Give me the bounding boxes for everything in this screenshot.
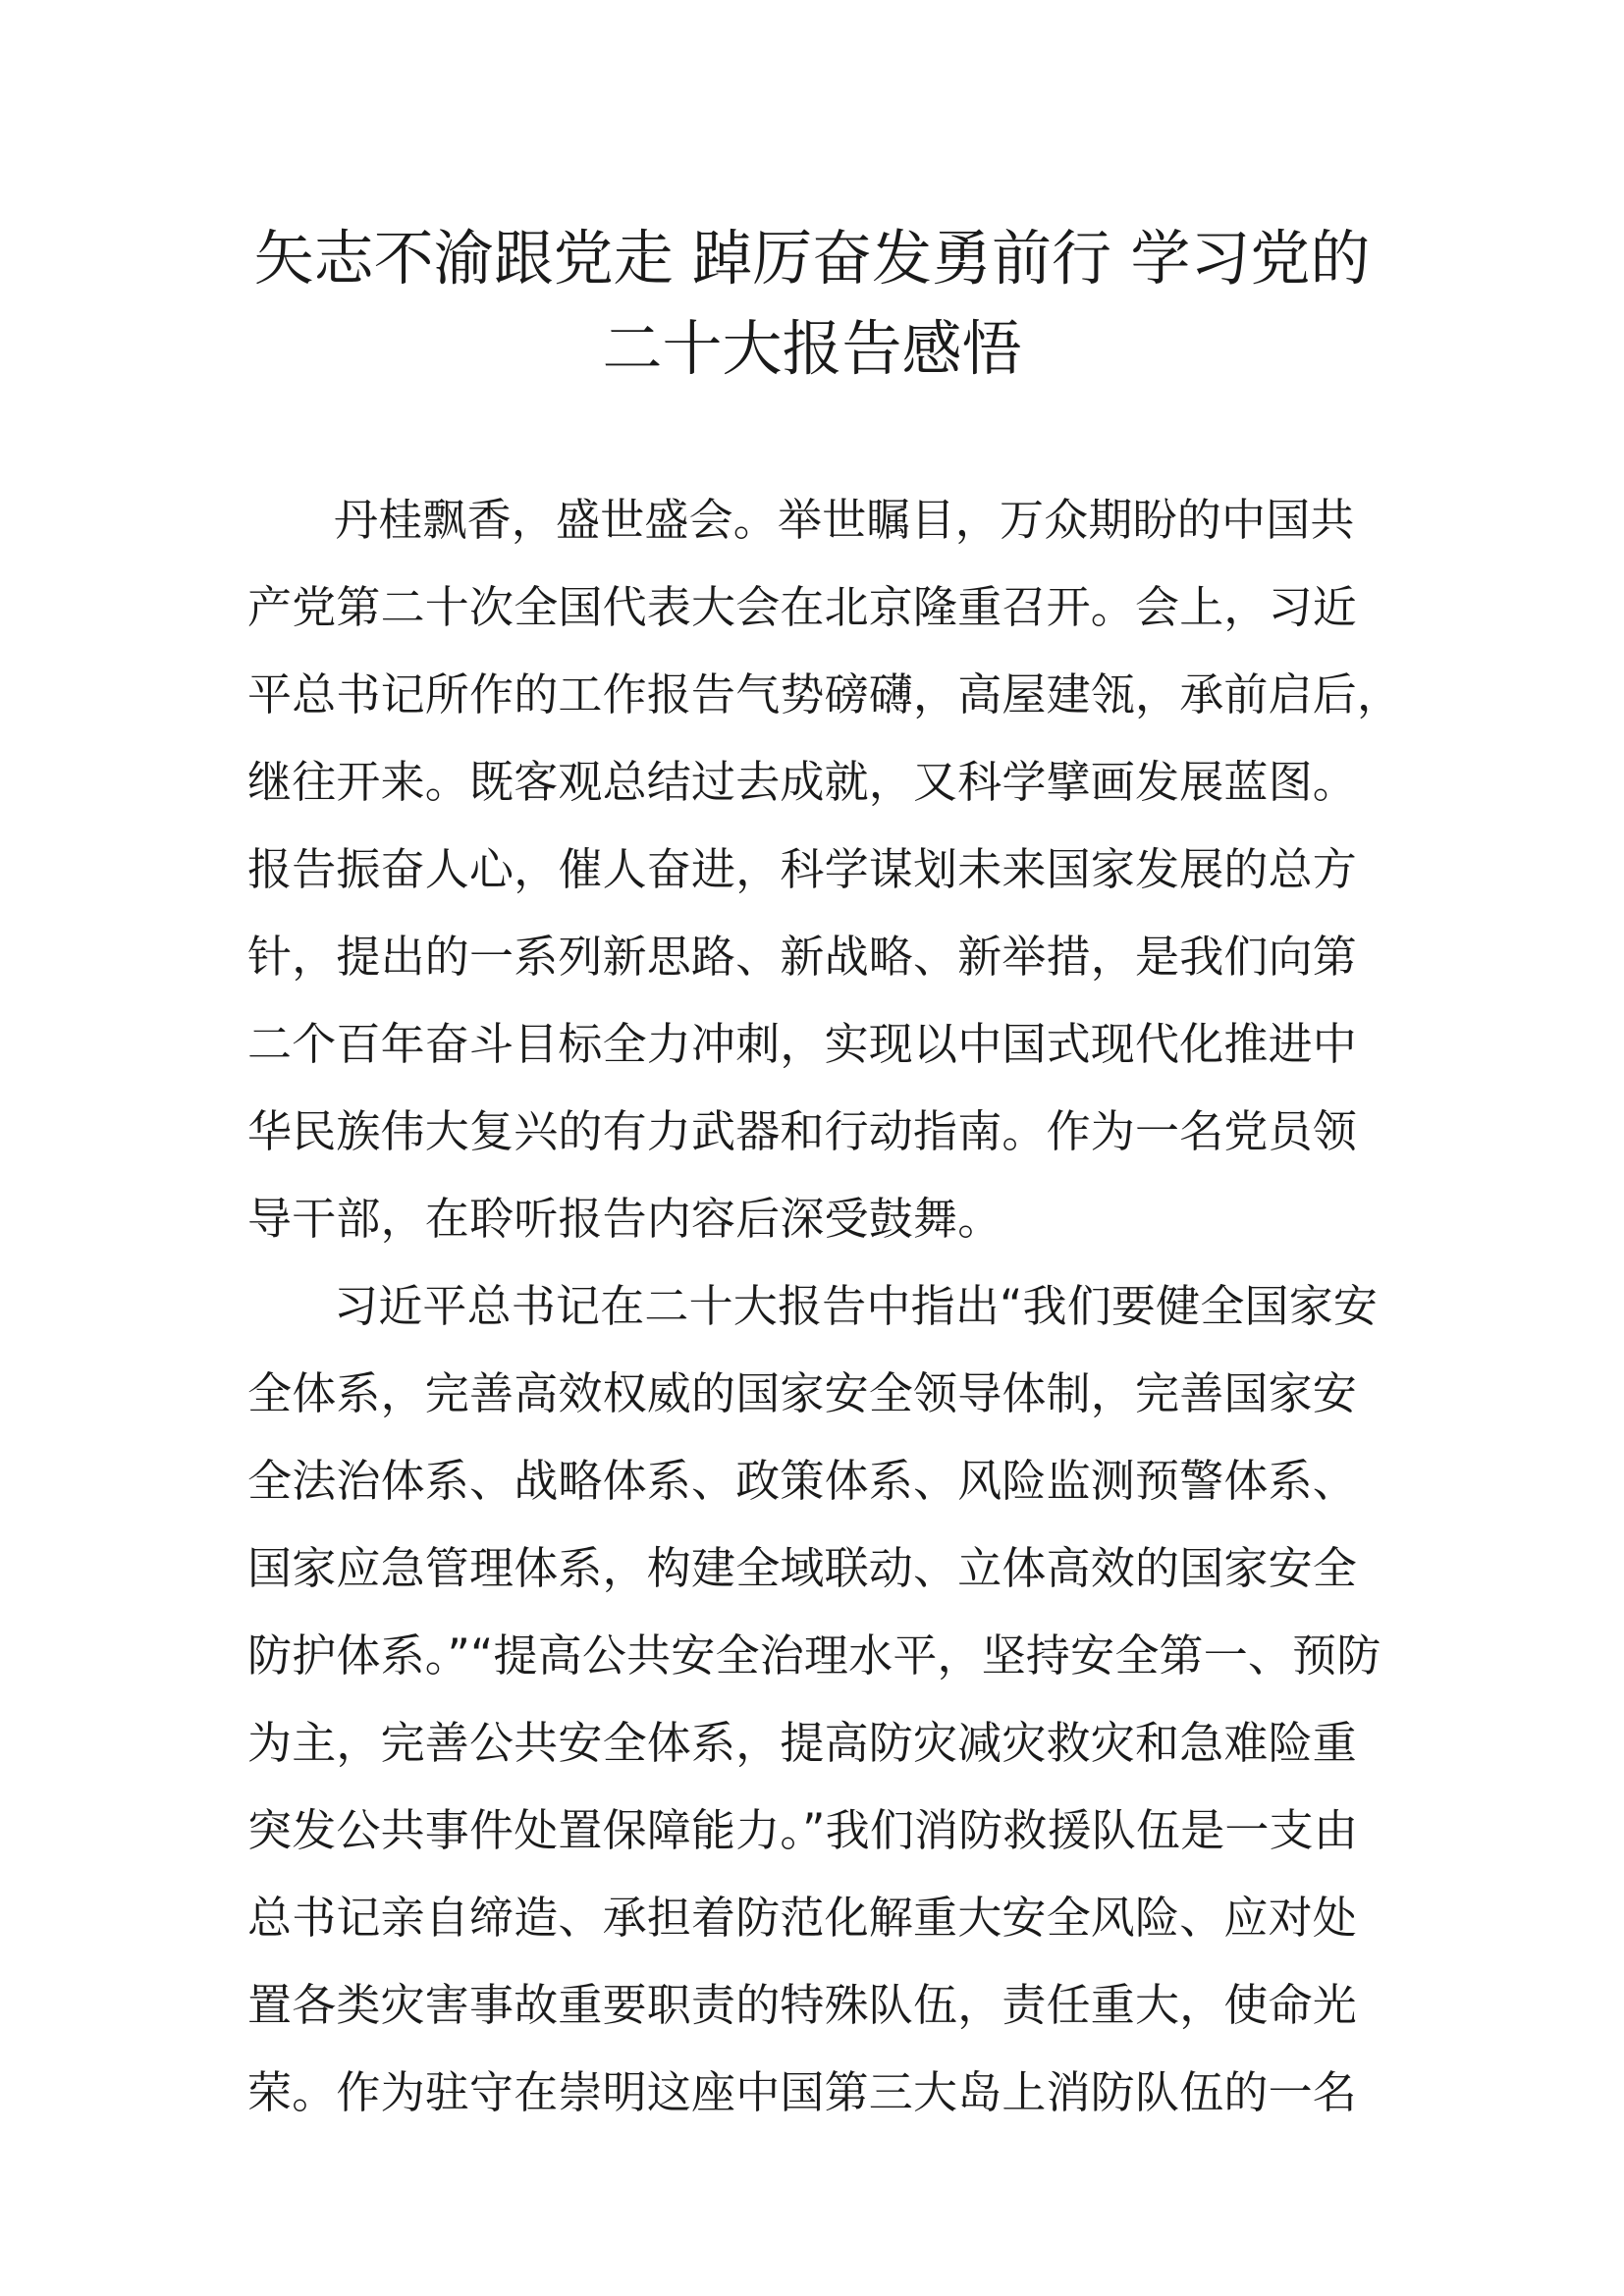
paragraph-line: 荣。作为驻守在崇明这座中国第三大岛上消防队伍的一名 [247, 2066, 1358, 2118]
paragraph-line: 针，提出的一系列新思路、新战略、新举措，是我们向第 [247, 931, 1358, 983]
paragraph-2 [247, 1262, 1406, 2136]
paragraph-line: 防护体系。”“提高公共安全治理水平，坚持安全第一、预防 [247, 1629, 1381, 1682]
document-body [247, 476, 1406, 2136]
paragraph-1 [247, 476, 1406, 1262]
document-title [226, 214, 1398, 395]
paragraph-line: 继往开来。既客观总结过去成就，又科学擘画发展蓝图。 [247, 756, 1358, 808]
paragraph-line: 突发公共事件处置保障能力。”我们消防救援队伍是一支由 [247, 1804, 1359, 1856]
paragraph-line: 丹桂飘香，盛世盛会。举世瞩目，万众期盼的中国共 [334, 494, 1355, 546]
paragraph-line: 国家应急管理体系，构建全域联动、立体高效的国家安全 [247, 1542, 1358, 1594]
paragraph-line: 总书记亲自缔造、承担着防范化解重大安全风险、应对处 [247, 1892, 1358, 1944]
paragraph-line: 全法治体系、战略体系、政策体系、风险监测预警体系、 [247, 1455, 1358, 1507]
paragraph-line: 平总书记所作的工作报告气势磅礴，高屋建瓴，承前启后， [247, 668, 1402, 721]
paragraph-line: 产党第二十次全国代表大会在北京隆重召开。会上，习近 [247, 581, 1358, 633]
paragraph-line: 为主，完善公共安全体系，提高防灾减灾救灾和急难险重 [247, 1717, 1358, 1769]
title-line-1: 矢志不渝跟党走 踔厉奋发勇前行 学习党的 [253, 224, 1371, 294]
paragraph-line: 报告振奋人心，催人奋进，科学谋划未来国家发展的总方 [247, 843, 1358, 895]
paragraph-line: 华民族伟大复兴的有力武器和行动指南。作为一名党员领 [247, 1105, 1358, 1157]
title-line-2: 二十大报告感悟 [602, 314, 1022, 384]
paragraph-line: 全体系，完善高效权威的国家安全领导体制，完善国家安 [247, 1367, 1358, 1419]
paragraph-line: 导干部，在聆听报告内容后深受鼓舞。 [247, 1193, 1002, 1245]
paragraph-line: 习近平总书记在二十大报告中指出“我们要健全国家安 [334, 1280, 1379, 1332]
paragraph-line: 二个百年奋斗目标全力冲刺，实现以中国式现代化推进中 [247, 1018, 1358, 1070]
paragraph-line: 置各类灾害事故重要职责的特殊队伍，责任重大，使命光 [247, 1979, 1358, 2031]
